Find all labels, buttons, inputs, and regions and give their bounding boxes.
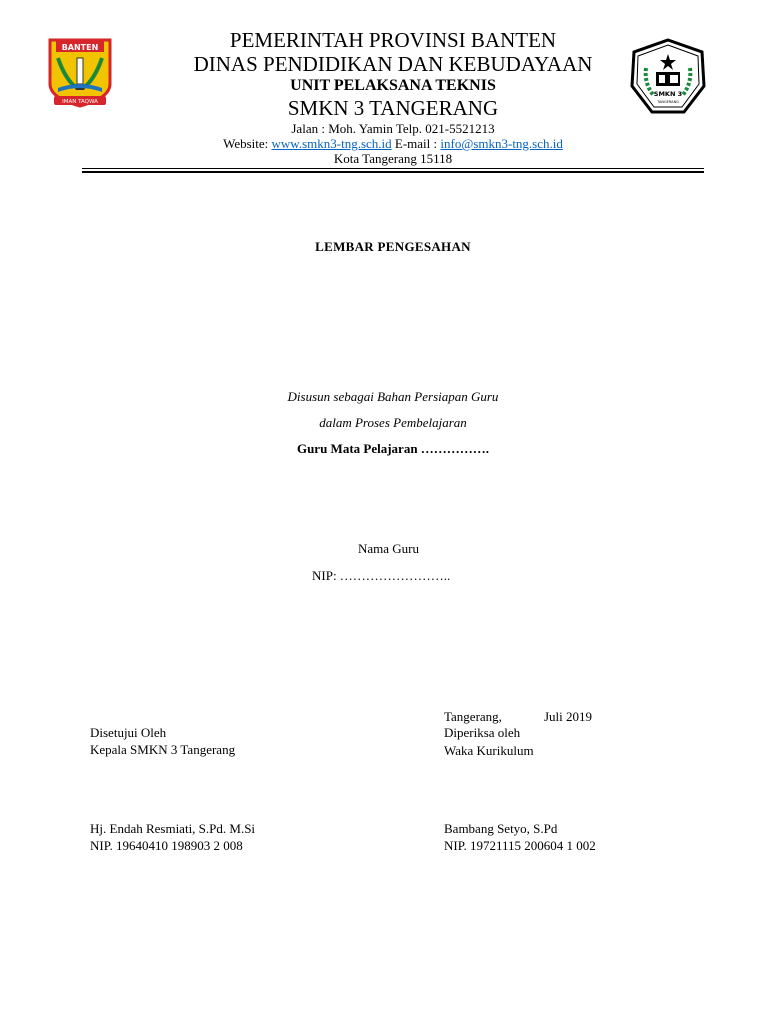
header-agency: DINAS PENDIDIKAN DAN KEBUDAYAAN <box>193 52 593 76</box>
header-city: Kota Tangerang 15118 <box>333 151 453 166</box>
approver-position: Kepala SMKN 3 Tangerang <box>90 742 236 757</box>
email-label: E-mail : <box>394 136 438 151</box>
banten-logo <box>44 36 116 110</box>
header-unit: UNIT PELAKSANA TEKNIS <box>290 77 496 94</box>
reviewer-name: Bambang Setyo, S.Pd <box>444 821 558 836</box>
reviewer-position: Waka Kurikulum <box>444 743 534 758</box>
teacher-nip: NIP: …………………….. <box>312 568 451 583</box>
email-link[interactable]: info@smkn3-tng.sch.id <box>440 136 563 151</box>
approver-name: Hj. Endah Resmiati, S.Pd. M.Si <box>90 821 256 836</box>
header-government: PEMERINTAH PROVINSI BANTEN <box>229 28 557 52</box>
banten-logo-text: BANTEN <box>61 43 99 52</box>
header-divider-thick <box>82 171 704 173</box>
school-logo-sub: TANGERANG <box>657 100 679 104</box>
reviewer-nip: NIP. 19721115 200604 1 002 <box>444 838 596 853</box>
document-title: LEMBAR PENGESAHAN <box>315 239 471 254</box>
purpose-line-1: Disusun sebagai Bahan Persiapan Guru <box>287 389 499 404</box>
header-divider-thin <box>82 168 704 169</box>
header-address: Jalan : Moh. Yamin Telp. 021-5521213 <box>291 121 495 136</box>
banten-logo-motto: IMAN TAQWA <box>62 99 98 105</box>
website-link[interactable]: www.smkn3-tng.sch.id <box>271 136 392 151</box>
school-logo <box>628 38 708 116</box>
teacher-name: Nama Guru <box>358 541 420 556</box>
approver-nip: NIP. 19640410 198903 2 008 <box>90 838 243 853</box>
header-school: SMKN 3 TANGERANG <box>287 96 499 120</box>
signature-place: Tangerang, <box>444 709 502 724</box>
approver-label: Disetujui Oleh <box>90 725 167 740</box>
signature-date: Juli 2019 <box>544 709 593 724</box>
header-contact <box>160 136 626 152</box>
website-label: Website: <box>223 136 269 151</box>
reviewer-label: Diperiksa oleh <box>444 725 521 740</box>
school-logo-text: SMKN 3 <box>653 90 683 98</box>
purpose-line-2: dalam Proses Pembelajaran <box>319 415 467 430</box>
subject-line: Guru Mata Pelajaran ……………. <box>296 441 490 456</box>
